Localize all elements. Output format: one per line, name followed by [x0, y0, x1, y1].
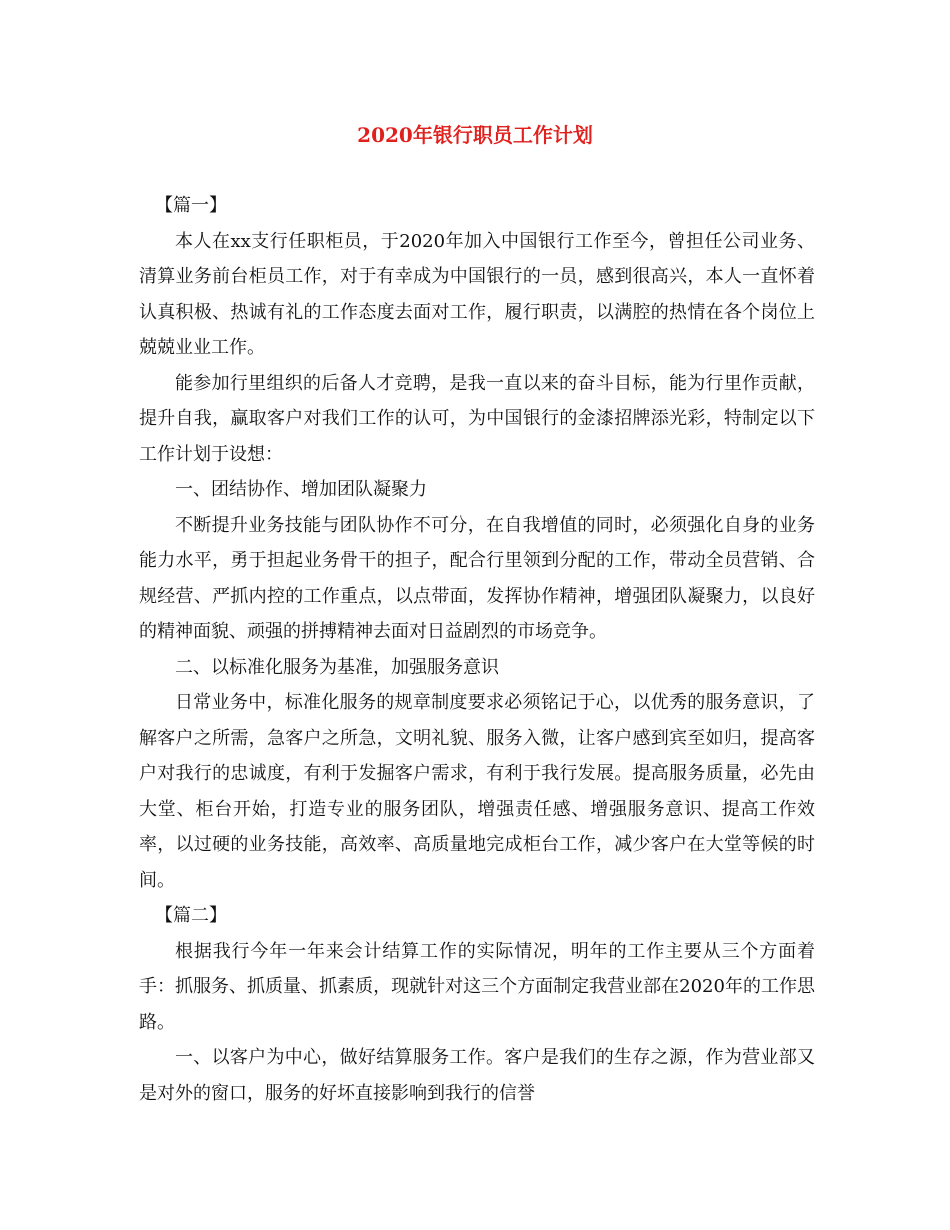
subheading: 二、以标准化服务为基准，加强服务意识 — [175, 656, 499, 678]
document-title: 2020年银行职员工作计划 — [357, 123, 593, 147]
document-body — [139, 188, 815, 1111]
section-heading-1: 【篇一】 — [155, 195, 227, 216]
paragraph: 能参加行里组织的后备人才竞聘，是我一直以来的奋斗目标，能为行里作贡献，提升自我，赢取客户对我们工作的认可，为中国银行的金漆招牌添光彩，特制定以下工作计划于设想： — [139, 372, 815, 465]
section-heading-2: 【篇二】 — [155, 905, 227, 926]
paragraph: 本人在xx支行任职柜员，于2020年加入中国银行工作至今，曾担任公司业务、清算业务前台柜员工作，对于有幸成为中国银行的一员，感到很高兴，本人一直怀着认真积极、热诚有礼的工作态度去面对工作，履行职责，以满腔的热情在各个岗位上兢兢业业工作。 — [139, 230, 815, 358]
paragraph: 一、以客户为中心，做好结算服务工作。客户是我们的生存之源，作为营业部又是对外的窗口，服务的好坏直接影响到我行的信誉 — [139, 1047, 815, 1104]
paragraph: 不断提升业务技能与团队协作不可分，在自我增值的同时，必须强化自身的业务能力水平，勇于担起业务骨干的担子，配合行里领到分配的工作，带动全员营销、合规经营、严抓内控的工作重点，以点带面，发挥协作精神，增强团队凝聚力，以良好的精神面貌、顽强的拼搏精神去面对日益剧烈的市场竞争。 — [139, 514, 815, 642]
paragraph: 日常业务中，标准化服务的规章制度要求必须铭记于心，以优秀的服务意识，了解客户之所需，急客户之所急，文明礼貌、服务入微，让客户感到宾至如归，提高客户对我行的忠诚度，有利于发掘客户需求，有利于我行发展。提高服务质量，必先由大堂、柜台开始，打造专业的服务团队，增强责任感、增强服务意识、提高工作效率，以过硬的业务技能，高效率、高质量地完成柜台工作，减少客户在大堂等候的时间。 — [139, 692, 815, 891]
paragraph: 根据我行今年一年来会计结算工作的实际情况，明年的工作主要从三个方面着手：抓服务、抓质量、抓素质，现就针对这三个方面制定我营业部在2020年的工作思路。 — [139, 940, 815, 1033]
subheading: 一、团结协作、增加团队凝聚力 — [175, 479, 427, 500]
